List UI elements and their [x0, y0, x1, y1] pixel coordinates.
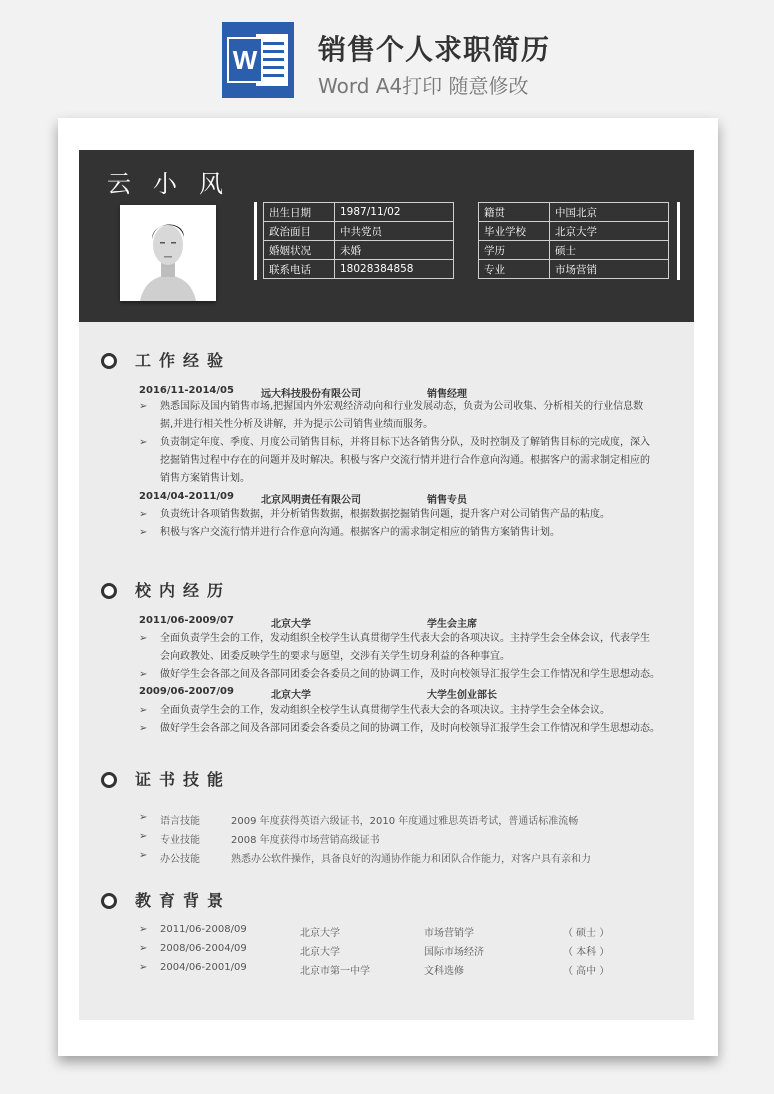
bullet-arrow-icon: ➢ — [139, 633, 148, 644]
campus-role: 大学生创业部长 — [427, 690, 497, 701]
campus-period: 2009/06-2007/09 — [139, 686, 234, 697]
bullet-arrow-icon: ➢ — [139, 943, 148, 954]
bullet-arrow-icon: ➢ — [139, 669, 148, 680]
edu-degree: （ 硕士 ） — [563, 928, 610, 939]
banner-title: 销售个人求职简历 — [318, 33, 551, 66]
work-role: 销售经理 — [427, 389, 467, 400]
resume-body — [79, 150, 694, 1020]
work-role: 销售专员 — [427, 495, 467, 506]
work-org: 北京风明责任有限公司 — [261, 495, 361, 506]
edu-major: 国际市场经济 — [424, 947, 484, 958]
work-desc: 熟悉国际及国内销售市场,把握国内外宏观经济动向和行业发展动态，负责为公司收集、分析相关的行业信息数 据,并进行相关性分析及讲解，并为提示公司销售业绩而服务。 — [160, 401, 644, 430]
edu-school: 北京大学 — [300, 928, 340, 939]
bullet-arrow-icon: ➢ — [139, 812, 148, 823]
bullet-arrow-icon: ➢ — [139, 705, 148, 716]
resume-header — [79, 150, 694, 322]
edu-degree: （ 本科 ） — [563, 947, 610, 958]
cert-text: 熟悉办公软件操作，具备良好的沟通协作能力和团队合作能力，对客户具有亲和力 — [231, 854, 591, 865]
campus-desc: 全面负责学生会的工作，发动组织全校学生认真贯彻学生代表大会的各项决议。主持学生会全体会议，代表学生 会向政教处、团委反映学生的要求与愿望，交涉有关学生切身利益的各种事宜。 — [160, 633, 650, 662]
bullet-arrow-icon: ➢ — [139, 401, 148, 412]
svg-text:W: W — [232, 45, 258, 75]
section-title: 教育背景 — [135, 891, 232, 910]
cert-label: 办公技能 — [160, 854, 200, 865]
work-period: 2014/04-2011/09 — [139, 491, 234, 502]
edu-major: 市场营销学 — [424, 928, 474, 939]
bullet-arrow-icon: ➢ — [139, 850, 148, 861]
bullet-arrow-icon: ➢ — [139, 924, 148, 935]
campus-desc: 做好学生会各部之间及各部同团委会各委员之间的协调工作，及时向校领导汇报学生会工作情况和学生思想动态。 — [160, 669, 660, 680]
word-icon — [222, 22, 294, 98]
edu-degree: （ 高中 ） — [563, 966, 610, 977]
campus-period: 2011/06-2009/07 — [139, 615, 234, 626]
cert-text: 2008 年度获得市场营销高级证书 — [231, 835, 380, 846]
section-title: 校内经历 — [135, 581, 232, 600]
circle-icon — [101, 893, 117, 909]
campus-desc: 全面负责学生会的工作，发动组织全校学生认真贯彻学生代表大会的各项决议。主持学生会全体会议。 — [160, 705, 610, 716]
bullet-arrow-icon: ➢ — [139, 509, 148, 520]
divider — [677, 202, 680, 280]
edu-period: 2008/06-2004/09 — [160, 943, 247, 954]
work-org: 远大科技股份有限公司 — [261, 389, 361, 400]
campus-org: 北京大学 — [271, 690, 311, 701]
work-desc: 负责制定年度、季度、月度公司销售目标，并将目标下达各销售分队，及时控制及了解销售目标的完成度，深入 挖掘销售过程中存在的问题并及时解决。积极与客户交流行情并进行合作意向沟通。根据客户的需求制定相应的 销售方案销售计划。 — [160, 437, 650, 484]
edu-period: 2011/06-2008/09 — [160, 924, 247, 935]
work-period: 2016/11-2014/05 — [139, 385, 234, 396]
edu-school: 北京大学 — [300, 947, 340, 958]
avatar — [120, 205, 216, 301]
circle-icon — [101, 583, 117, 599]
cert-label: 专业技能 — [160, 835, 200, 846]
campus-desc: 做好学生会各部之间及各部同团委会各委员之间的协调工作，及时向校领导汇报学生会工作情况和学生思想动态。 — [160, 723, 660, 734]
edu-school: 北京市第一中学 — [300, 966, 370, 977]
work-desc: 负责统计各项销售数据，并分析销售数据，根据数据挖掘销售问题，提升客户对公司销售产品的粘度。 — [160, 509, 610, 520]
cert-text: 2009 年度获得英语六级证书，2010 年度通过雅思英语考试，普通话标准流畅 — [231, 816, 579, 827]
cert-label: 语言技能 — [160, 816, 200, 827]
circle-icon — [101, 353, 117, 369]
divider — [254, 202, 257, 280]
work-desc: 积极与客户交流行情并进行合作意向沟通。根据客户的需求制定相应的销售方案销售计划。 — [160, 527, 560, 538]
edu-period: 2004/06-2001/09 — [160, 962, 247, 973]
campus-org: 北京大学 — [271, 619, 311, 630]
bullet-arrow-icon: ➢ — [139, 723, 148, 734]
resume-page — [58, 118, 718, 1056]
campus-role: 学生会主席 — [427, 619, 477, 630]
candidate-name: 云小风 — [107, 170, 245, 198]
section-title: 工作经验 — [135, 351, 232, 370]
personal-info-table-right: 籍贯 中国北京 毕业学校 北京大学 学历 硕士 专业 市场营销 — [478, 202, 669, 279]
bullet-arrow-icon: ➢ — [139, 437, 148, 448]
edu-major: 文科选修 — [424, 966, 464, 977]
banner-subtitle: Word A4打印 随意修改 — [318, 74, 529, 98]
bullet-arrow-icon: ➢ — [139, 527, 148, 538]
personal-info-table-left: 出生日期 1987/11/02 政治面目 中共党员 婚姻状况 未婚 联系电话 18028384858 — [263, 202, 454, 279]
bullet-arrow-icon: ➢ — [139, 962, 148, 973]
banner — [0, 0, 774, 118]
circle-icon — [101, 772, 117, 788]
section-title: 证书技能 — [135, 770, 232, 789]
bullet-arrow-icon: ➢ — [139, 831, 148, 842]
